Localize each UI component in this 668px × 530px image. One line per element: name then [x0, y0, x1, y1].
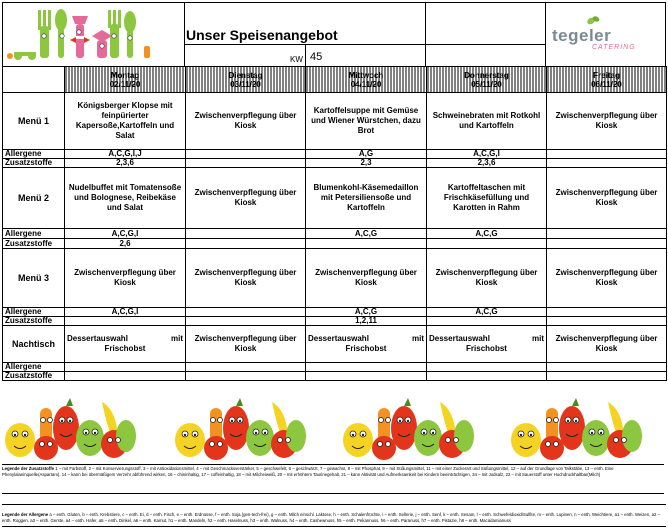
- allergen-cell: A,C,G,I: [65, 308, 186, 317]
- allergen-cell: [65, 363, 186, 372]
- week-label: KW: [290, 55, 303, 64]
- dessert-cell: Zwischenverpflegung über Kiosk: [186, 326, 306, 363]
- row-label: Zusatzstoffe: [3, 239, 65, 249]
- additive-cell: 2,3,6: [65, 159, 186, 168]
- header-border-top: [2, 2, 666, 3]
- menu3-row: [3, 249, 667, 308]
- additive-cell: [65, 372, 186, 381]
- header-divider: [425, 2, 426, 66]
- day-name: Montag: [110, 70, 140, 80]
- header-divider: [184, 44, 545, 45]
- header-divider: [305, 44, 306, 66]
- day-header: [306, 67, 427, 93]
- day-header: [427, 67, 547, 93]
- additives-row: [3, 372, 667, 381]
- allergen-cell: [186, 229, 306, 239]
- dessert-text: mit: [532, 334, 544, 343]
- allergen-cell: A,C,G,I,J: [65, 150, 186, 159]
- row-label: Menü 2: [3, 168, 65, 229]
- dessert-cell: [65, 326, 186, 363]
- allergens-legend-title: Legende der Allergene: [2, 512, 49, 518]
- additive-cell: 1,2,11: [306, 317, 427, 326]
- corner-cell: [3, 67, 65, 93]
- allergen-cell: A,C,G,I: [65, 229, 186, 239]
- additive-cell: [547, 159, 667, 168]
- additives-legend: [2, 466, 664, 478]
- page-title: Unser Speisenangebot: [186, 27, 338, 43]
- allergen-cell: [427, 363, 547, 372]
- additive-cell: [186, 372, 306, 381]
- additives-legend-title: Legende der Zusatzstoffe: [2, 466, 55, 471]
- day-date: 04/11/20: [350, 79, 382, 89]
- allergen-cell: [186, 150, 306, 159]
- additive-cell: [186, 239, 306, 249]
- dish-cell: Zwischenverpflegung über Kiosk: [306, 249, 427, 308]
- allergens-row: [3, 229, 667, 239]
- day-date: 03/11/20: [230, 79, 261, 89]
- dessert-text: Dessertauswahl: [308, 334, 369, 343]
- additive-cell: [306, 239, 427, 249]
- additive-cell: [65, 317, 186, 326]
- dish-cell: Zwischenverpflegung über Kiosk: [547, 168, 667, 229]
- additive-cell: [427, 317, 547, 326]
- row-label: Nachtisch: [3, 326, 65, 363]
- cartoon-fruits-band-icon: [0, 386, 668, 464]
- additive-cell: [186, 317, 306, 326]
- allergen-cell: [547, 363, 667, 372]
- dish-cell: Zwischenverpflegung über Kiosk: [427, 249, 547, 308]
- row-label: Zusatzstoffe: [3, 159, 65, 168]
- dessert-text: Dessertauswahl: [429, 334, 490, 343]
- allergen-cell: [306, 363, 427, 372]
- additives-legend-text: 1 – mit Farbstoff, 2 – mit Konservierungsstoff, 3 – mit Antioxidationsmittel, 4 – mit Geschmacksverstärker, 5 – geschwefelt, 6 – geschwärzt, 7 – gewachst, 8 – mit Phosphat, 9 – mit Süßungsmittel, 11 – mit einer Zuckerart und Süßungsmittel, 12 – auf der Grundlage von Talkstäbe, 13 – enth. Eine Phenylalaninquelle(Aspartam), 14 – kann bei übermäßigem Verzehr abführend wirken, 16 – chininhaltig, 17 – coffeinhaltig, 18 – mit Milcheiweiß, 20 – mit erhöhtem Taurinegehalt, 21 – kann Aktivität und Aufmerksamkeit bei Kindern beeinträchtigen, 34 – mit Jodsalz, 22 – mit Sauerstoff unter Hochdruckhaltbar(Milch): [2, 466, 614, 477]
- allergen-cell: [547, 229, 667, 239]
- additives-row: [3, 159, 667, 168]
- menu1-row: [3, 93, 667, 150]
- allergens-row: [3, 308, 667, 317]
- dish-cell: Zwischenverpflegung über Kiosk: [547, 93, 667, 150]
- row-label: Allergene: [3, 150, 65, 159]
- allergens-legend-text: a – enth. Gluten, b – enth. Krebstiere, c – enth. Ei, d – enth. Fisch, e – enth. Erdnüsse, f – enth. Soja (gen-tech-frei), g – enth. Milch einschl. Laktose, h – enth. Schalenfrüchte, i – enth. Sellerie, j – enth. Senf, k – enth. Sesam, l – enth. Schwefeldioxid/Sulfite, m – enth. Lupinen, n – enth. Weichtiere, a1 – enth. Weizen, a2 – enth. Roggen, a3 – enth. Gerste, a4 – enth. Hafer, a5 – enth. Dinkel, a6 – enth. Kamut, h1 – enth. Mandeln, h2 – enth. Haselnuss, h3 – enth. Walnuss, h4 – enth. Cashewnuss, h5 – enth. Pekannuss, h6 – enth. Paranuss, h7 – enth. Pistazie, h8 – enth. Macadamianuss: [2, 512, 660, 524]
- day-name: Mittwoch: [348, 70, 384, 80]
- header-border-left: [2, 2, 3, 66]
- row-label: Allergene: [3, 229, 65, 239]
- row-label: Menü 1: [3, 93, 65, 150]
- day-date: 06/11/20: [591, 79, 622, 89]
- header-divider: [545, 2, 546, 66]
- additive-cell: [186, 159, 306, 168]
- additive-cell: [427, 372, 547, 381]
- header-divider: [184, 2, 185, 66]
- allergen-cell: A,C,G: [306, 229, 427, 239]
- additives-row: [3, 317, 667, 326]
- dish-cell: Blumenkohl-Käsemedaillon mit Petersiliensoße und Kartoffeln: [306, 168, 427, 229]
- row-label: Zusatzstoffe: [3, 317, 65, 326]
- additive-cell: 2,3,6: [427, 159, 547, 168]
- day-name: Dienstag: [228, 70, 263, 80]
- dish-cell: Zwischenverpflegung über Kiosk: [65, 249, 186, 308]
- dish-cell: Zwischenverpflegung über Kiosk: [547, 249, 667, 308]
- allergen-cell: [547, 150, 667, 159]
- legend-divider: [2, 526, 666, 527]
- dish-cell: Königsberger Klopse mit feinpürierter Kapersoße,Kartoffeln und Salat: [65, 93, 186, 150]
- header-border-right: [665, 2, 666, 66]
- cutlery-characters-logo-icon: [4, 6, 154, 64]
- dish-cell: Schweinebraten mit Rotkohl und Kartoffeln: [427, 93, 547, 150]
- allergen-cell: A,C,G,I: [427, 150, 547, 159]
- dessert-cell: Zwischenverpflegung über Kiosk: [547, 326, 667, 363]
- dessert-text: Frischobst: [466, 344, 507, 353]
- additives-row: [3, 239, 667, 249]
- dish-cell: Zwischenverpflegung über Kiosk: [186, 249, 306, 308]
- dish-cell: Zwischenverpflegung über Kiosk: [186, 168, 306, 229]
- allergen-cell: A,C,G: [427, 308, 547, 317]
- day-header: [65, 67, 186, 93]
- dessert-text: Frischobst: [104, 344, 146, 353]
- additive-cell: [547, 239, 667, 249]
- dessert-text: Frischobst: [345, 344, 387, 353]
- allergen-cell: [547, 308, 667, 317]
- allergen-cell: [186, 308, 306, 317]
- day-header-row: [3, 67, 667, 93]
- allergen-cell: A,G: [306, 150, 427, 159]
- dessert-text: Dessertauswahl: [67, 334, 128, 343]
- additive-cell: 2,6: [65, 239, 186, 249]
- dish-cell: Kartoffeltaschen mit Frischkäsefüllung und Karotten in Rahm: [427, 168, 547, 229]
- dessert-text: mit: [412, 334, 424, 343]
- additive-cell: [427, 239, 547, 249]
- legend-divider: [2, 504, 666, 505]
- day-name: Freitag: [593, 70, 620, 80]
- additive-cell: [306, 372, 427, 381]
- allergen-cell: A,C,G: [427, 229, 547, 239]
- dessert-cell: [427, 326, 547, 363]
- additive-cell: 2,3: [306, 159, 427, 168]
- row-label: Allergene: [3, 363, 65, 372]
- allergens-row: [3, 363, 667, 372]
- day-header: [186, 67, 306, 93]
- row-label: Zusatzstoffe: [3, 372, 65, 381]
- row-label: Allergene: [3, 308, 65, 317]
- day-date: 05/11/20: [471, 79, 502, 89]
- menu2-row: [3, 168, 667, 229]
- brand-name: tegeler: [552, 26, 612, 45]
- leaf-icon: [586, 14, 600, 26]
- additive-cell: [547, 317, 667, 326]
- week-number: 45: [310, 51, 323, 63]
- day-header: [547, 67, 667, 93]
- dish-cell: Kartoffelsuppe mit Gemüse und Wiener Würstchen, dazu Brot: [306, 93, 427, 150]
- dish-cell: Zwischenverpflegung über Kiosk: [186, 93, 306, 150]
- additive-cell: [547, 372, 667, 381]
- allergen-cell: A,C,G: [306, 308, 427, 317]
- day-date: 02/11/20: [109, 79, 141, 89]
- allergen-cell: [186, 363, 306, 372]
- dessert-row: [3, 326, 667, 363]
- dessert-text: mit: [171, 334, 183, 343]
- brand-subtitle: CATERING: [592, 44, 636, 51]
- dish-cell: Nudelbuffet mit Tomatensoße und Bolognese, Reibekäse und Salat: [65, 168, 186, 229]
- row-label: Menü 3: [3, 249, 65, 308]
- menu-table: [2, 66, 667, 381]
- day-name: Donnerstag: [464, 70, 509, 80]
- allergens-row: [3, 150, 667, 159]
- dessert-cell: [306, 326, 427, 363]
